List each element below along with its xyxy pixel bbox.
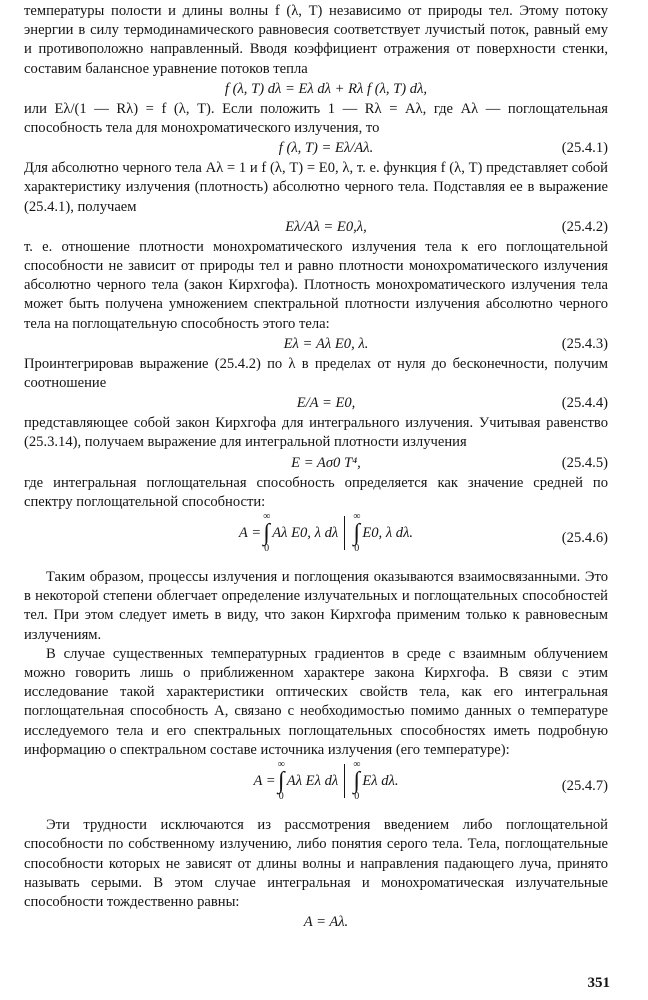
equation-25-4-2 [24, 217, 608, 238]
numerator-integrand: Aλ Eλ dλ [286, 772, 339, 789]
paragraph-2: или Eλ/(1 — Rλ) = f (λ, T). Если положить 1 — Rλ = Aλ, где Aλ — поглощательная способность тела для монохроматического излучения, то [24, 100, 608, 137]
equation-25-4-2-expr: Eλ/Aλ = E0,λ, [285, 218, 367, 235]
paragraph-7: где интегральная поглощательная способность определяется как значение средней по спектру поглощательной способности: [24, 474, 608, 510]
page-number: 351 [587, 975, 610, 991]
equation-25-4-3 [24, 334, 608, 355]
lower-limit: 0 [264, 543, 270, 555]
equation-number: (25.4.6) [561, 530, 608, 547]
numerator-integrand: Aλ E0, λ dλ [272, 524, 339, 541]
integral-expression [254, 760, 399, 802]
upper-limit: ∞ [277, 759, 285, 771]
upper-limit: ∞ [353, 511, 361, 523]
denominator-integrand: E0, λ dλ. [362, 524, 414, 541]
paragraph-3: Для абсолютно черного тела Aλ = 1 и f (λ, T) = E0, λ, т. е. функция f (λ, T) представляет собой характеристику излучения (плотность) абсолютно черного тела. Подставляя ее в выражение (25.4.1), получаем [24, 160, 608, 215]
equation-number: (25.4.1) [561, 140, 608, 157]
equation-final-expr: A = Aλ. [303, 914, 349, 931]
integral-symbol: ∫ [263, 520, 270, 547]
paragraph-4: т. е. отношение плотности монохроматического излучения тела к его поглощательной способности не зависит от природы тел и равно плотности монохроматического излучения абсолютно черного тела (закон Кирхгофа). Плотность монохроматического излучения тела может быть получена умножением спектральной плотности излучения абсолютно черного тела на поглощательную способность этого тела: [24, 238, 608, 332]
equation-25-4-4-expr: E/A = E0, [296, 395, 356, 412]
equation-lhs: A = [238, 524, 262, 541]
equation-number: (25.4.3) [561, 335, 608, 352]
paragraph-10: Эти трудности исключаются из рассмотрения введением либо поглощательной способности по собственному излучению, либо понятия серого тела. Тела, поглощательные способности которых не зависят от длины волны и направления падающего луча, принято называть серыми. В этом случае интегральная и монохроматическая излучательные способности тождественно равны: [24, 817, 608, 910]
paragraph-5: Проинтегрировав выражение (25.4.2) по λ в пределах от нуля до бесконечности, получим соотношение [24, 355, 608, 392]
integral-sign [263, 512, 270, 554]
equation-25-4-7 [24, 760, 608, 812]
upper-limit: ∞ [263, 511, 271, 523]
integral-expression [239, 512, 413, 554]
paragraph-6: представляющее собой закон Кирхгофа для интегрального излучения. Учитывая равенство (25.3.14), получаем выражение для интегральной плотности излучения [24, 415, 608, 451]
division-bar [344, 516, 345, 550]
equation-balance [24, 79, 608, 100]
page-body [24, 2, 608, 933]
paragraph-1: температуры полости и длины волны f (λ, T) независимо от природы тел. Этому потоку энергии в силу термодинамического равновесия соответствует лучистый поток, равный ему и противоположно направленный. Вводя коэффициент отражения от поверхности стенки, составим балансное уравнение потоков тепла [24, 3, 608, 77]
equation-25-4-5-expr: E = Aσ0 T⁴, [291, 454, 361, 471]
equation-25-4-3-expr: Eλ = Aλ E0, λ. [283, 335, 369, 352]
equation-balance-expr: f (λ, T) dλ = Eλ dλ + Rλ f (λ, T) dλ, [224, 80, 428, 97]
integral-sign [278, 760, 285, 802]
integral-symbol: ∫ [277, 768, 285, 795]
integral-symbol: ∫ [353, 520, 361, 547]
upper-limit: ∞ [353, 759, 361, 771]
equation-25-4-1 [24, 138, 608, 159]
equation-25-4-7-expr [24, 760, 608, 802]
equation-number: (25.4.5) [561, 454, 608, 471]
equation-number: (25.4.7) [561, 778, 608, 795]
integral-sign [353, 512, 360, 554]
equation-lhs: A = [253, 772, 276, 789]
equation-final [24, 912, 608, 933]
equation-25-4-1-expr: f (λ, T) = Eλ/Aλ. [278, 140, 374, 157]
integral-symbol: ∫ [353, 768, 361, 795]
lower-limit: 0 [354, 543, 360, 555]
lower-limit: 0 [354, 791, 360, 803]
integral-sign [353, 760, 360, 802]
equation-number: (25.4.4) [561, 395, 608, 412]
lower-limit: 0 [278, 791, 284, 803]
denominator-integrand: Eλ dλ. [362, 772, 399, 789]
equation-25-4-5 [24, 453, 608, 474]
equation-25-4-4 [24, 393, 608, 414]
equation-25-4-6-expr [24, 512, 608, 554]
paragraph-8: Таким образом, процессы излучения и поглощения оказываются взаимосвязанными. Это в некоторой степени облегчает определение излучательных и поглощательных способностей тел. При этом следует иметь в виду, что закон Кирхгофа применим только к равновесным излучениям. [24, 569, 608, 643]
division-bar [344, 764, 345, 798]
equation-25-4-6 [24, 512, 608, 564]
paragraph-9: В случае существенных температурных градиентов в среде с взаимным облучением можно говорить лишь о приближенном характере закона Кирхгофа. В связи с этим исследование такой характеристики оптических свойств тела, как его интегральная поглощательная способность A, связано с необходимостью помимо данных о температуре исследуемого тела и его спектральных поглощательных способностях иметь подробную информацию о спектральном составе источника излучения (его температуре): [24, 645, 608, 758]
equation-number: (25.4.2) [561, 218, 608, 235]
